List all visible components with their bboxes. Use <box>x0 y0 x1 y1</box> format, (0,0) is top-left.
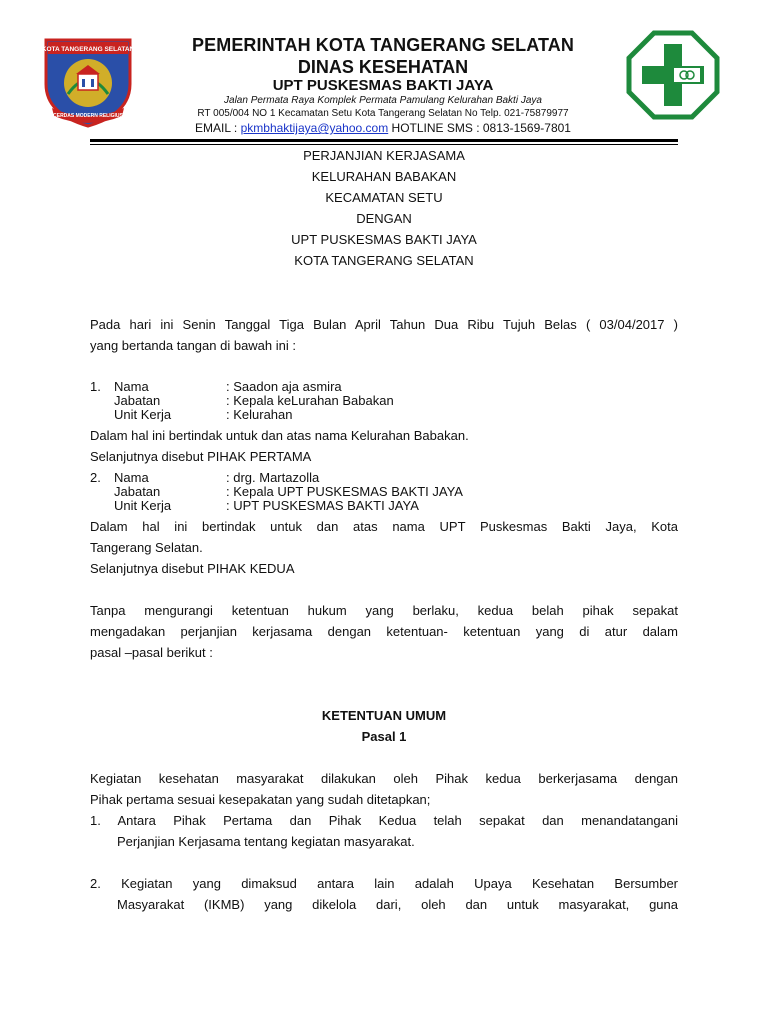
title-line-2: KELURAHAN BABAKAN <box>311 169 457 184</box>
party1-position-label: Jabatan <box>114 393 161 408</box>
hotline-text: HOTLINE SMS : 0813-1569-7801 <box>388 121 571 135</box>
agreement-line-1: Tanpa mengurangi ketentuan hukum yang berlaku, kedua belah pihak sepakat <box>90 603 678 618</box>
header-department: DINAS KESEHATAN <box>297 57 469 77</box>
party2-number: 2. <box>90 470 101 485</box>
party2-acting-line-2: Tangerang Selatan. <box>90 540 203 555</box>
title-line-3: KECAMATAN SETU <box>325 190 443 205</box>
article-para-line-2: Pihak pertama sesuai kesepakatan yang sudah ditetapkan; <box>90 792 431 807</box>
agreement-line-3: pasal –pasal berikut : <box>90 645 213 660</box>
title-line-1: PERJANJIAN KERJASAMA <box>303 148 465 163</box>
party2-unit-value: : UPT PUSKESMAS BAKTI JAYA <box>226 498 419 513</box>
party1-unit-label: Unit Kerja <box>114 407 172 422</box>
article-item-2-line-1: 2. Kegiatan yang dimaksud antara lain adalah Upaya Kesehatan Bersumber <box>90 876 678 891</box>
header-government: PEMERINTAH KOTA TANGERANG SELATAN <box>192 35 574 55</box>
header-address-line-1: Jalan Permata Raya Komplek Permata Pamulang Kelurahan Bakti Jaya <box>224 95 542 106</box>
section-heading: KETENTUAN UMUM <box>321 708 447 723</box>
party2-name-label: Nama <box>114 470 149 485</box>
header-divider-thin <box>90 144 678 145</box>
title-line-5: UPT PUSKESMAS BAKTI JAYA <box>291 232 477 247</box>
puskesmas-logo-icon <box>626 30 720 120</box>
title-line-4: DENGAN <box>356 211 412 226</box>
agreement-line-2: mengadakan perjanjian kerjasama dengan ketentuan- ketentuan yang di atur dalam <box>90 624 678 639</box>
party1-name-value: : Saadon aja asmira <box>226 379 342 394</box>
party1-acting: Dalam hal ini bertindak untuk dan atas nama Kelurahan Babakan. <box>90 428 469 443</box>
party2-name-value: : drg. Martazolla <box>226 470 320 485</box>
article-item-1-line-2: Perjanjian Kerjasama tentang kegiatan masyarakat. <box>117 834 415 849</box>
kota-tangsel-crest-icon <box>38 36 138 128</box>
party1-number: 1. <box>90 379 101 394</box>
party2-acting-line-1: Dalam hal ini bertindak untuk dan atas nama UPT Puskesmas Bakti Jaya, Kota <box>90 519 678 534</box>
party2-unit-label: Unit Kerja <box>114 498 172 513</box>
crest-banner-text: KOTA TANGERANG SELATAN <box>41 46 135 53</box>
header-contact <box>150 121 616 135</box>
title-line-6: KOTA TANGERANG SELATAN <box>294 253 474 268</box>
party1-name-label: Nama <box>114 379 149 394</box>
crest-motto-text: CERDAS MODERN RELIGIUS <box>53 113 123 119</box>
header-divider-thick <box>90 139 678 142</box>
article-para-line-1: Kegiatan kesehatan masyarakat dilakukan oleh Pihak kedua berkerjasama dengan <box>90 771 678 786</box>
party1-called: Selanjutnya disebut PIHAK PERTAMA <box>90 449 312 464</box>
article-item-1-line-1: 1. Antara Pihak Pertama dan Pihak Kedua telah sepakat dan menandatangani <box>90 813 678 828</box>
article-heading: Pasal 1 <box>361 729 407 744</box>
party1-unit-value: : Kelurahan <box>226 407 293 422</box>
party2-position-value: : Kepala UPT PUSKESMAS BAKTI JAYA <box>226 484 463 499</box>
party2-called: Selanjutnya disebut PIHAK KEDUA <box>90 561 295 576</box>
intro-line-1: Pada hari ini Senin Tanggal Tiga Bulan April Tahun Dua Ribu Tujuh Belas ( 03/04/2017 ) <box>90 317 678 332</box>
article-item-2-line-2: Masyarakat (IKMB) yang dikelola dari, oleh dan untuk masyarakat, guna <box>117 897 678 912</box>
header-unit: UPT PUSKESMAS BAKTI JAYA <box>272 77 494 94</box>
email-link[interactable]: pkmbhaktijaya@yahoo.com <box>240 121 389 135</box>
header-address-line-2: RT 005/004 NO 1 Kecamatan Setu Kota Tangerang Selatan No Telp. 021-75879977 <box>197 108 569 119</box>
email-label: EMAIL : <box>195 121 241 135</box>
intro-line-2: yang bertanda tangan di bawah ini : <box>90 338 296 353</box>
party2-position-label: Jabatan <box>114 484 161 499</box>
party1-position-value: : Kepala keLurahan Babakan <box>226 393 394 408</box>
